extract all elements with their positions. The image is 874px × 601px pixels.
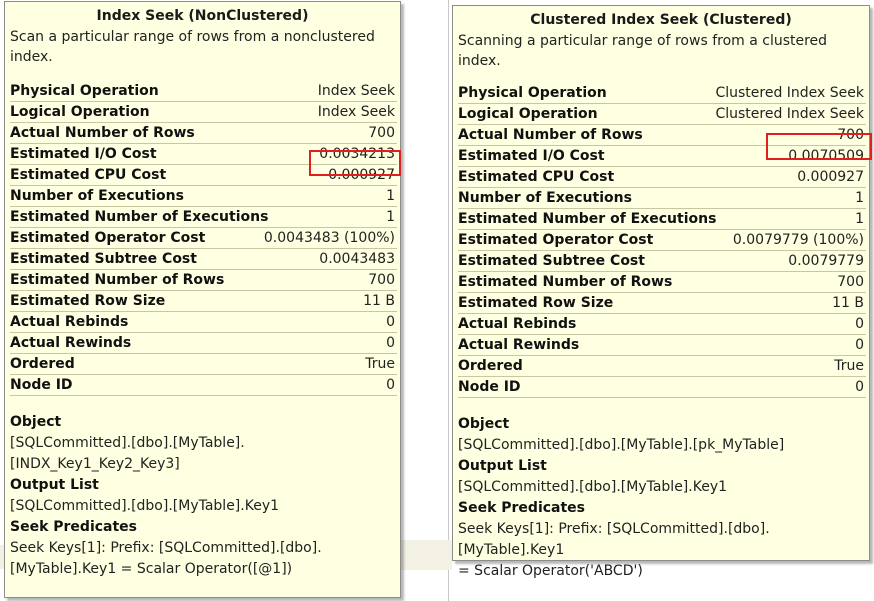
property-row xyxy=(10,354,397,375)
property-value: 700 xyxy=(837,274,864,290)
property-value: 1 xyxy=(386,209,395,225)
property-value: 11 B xyxy=(832,295,864,311)
property-row xyxy=(10,123,397,144)
property-value: True xyxy=(365,356,395,372)
property-label: Ordered xyxy=(10,356,75,372)
property-label: Number of Executions xyxy=(458,190,632,206)
property-label: Actual Rebinds xyxy=(458,316,577,332)
property-label: Estimated Row Size xyxy=(10,293,166,309)
property-row xyxy=(458,293,866,314)
section-body: [SQLCommitted].[dbo].[MyTable].Key1 xyxy=(10,498,280,514)
property-row xyxy=(10,291,397,312)
property-label: Estimated Number of Executions xyxy=(458,211,717,227)
property-value: 0 xyxy=(386,377,395,393)
section-heading: Object xyxy=(458,416,510,432)
property-value: Clustered Index Seek xyxy=(715,106,864,122)
property-label: Estimated Operator Cost xyxy=(10,230,206,246)
property-label: Physical Operation xyxy=(10,83,159,99)
section-heading: Output List xyxy=(10,477,99,493)
property-row xyxy=(458,335,866,356)
property-value: 0 xyxy=(855,379,864,395)
property-label: Actual Number of Rows xyxy=(10,125,195,141)
section-heading: Output List xyxy=(458,458,547,474)
property-label: Estimated Subtree Cost xyxy=(10,251,197,267)
property-row xyxy=(458,356,866,377)
property-label: Estimated Operator Cost xyxy=(458,232,654,248)
section-body: [SQLCommitted].[dbo].[MyTable].Key1 xyxy=(458,479,728,495)
property-value: Index Seek xyxy=(317,83,395,99)
property-value: 0.000927 xyxy=(797,169,864,185)
property-value: 0.0079779 xyxy=(788,253,864,269)
property-row xyxy=(10,207,397,228)
property-label: Estimated Number of Executions xyxy=(10,209,269,225)
property-row xyxy=(458,209,866,230)
property-label: Logical Operation xyxy=(458,106,598,122)
background-divider xyxy=(448,0,449,601)
property-label: Estimated Number of Rows xyxy=(10,272,225,288)
tooltip-title: Clustered Index Seek (Clustered) xyxy=(530,12,792,28)
property-label: Physical Operation xyxy=(458,85,607,101)
property-value: 0.0034213 xyxy=(319,146,395,162)
property-row xyxy=(458,230,866,251)
property-label: Actual Rebinds xyxy=(10,314,129,330)
background-strip xyxy=(401,540,452,570)
property-value: 1 xyxy=(386,188,395,204)
property-row xyxy=(10,228,397,249)
property-row xyxy=(10,81,397,102)
section-body xyxy=(10,433,395,475)
property-value: 1 xyxy=(855,211,864,227)
output-list-section xyxy=(5,475,400,517)
property-label: Actual Number of Rows xyxy=(458,127,643,143)
property-label: Estimated CPU Cost xyxy=(10,167,167,183)
property-value: 700 xyxy=(368,272,395,288)
property-row xyxy=(10,270,397,291)
seek-predicates-section xyxy=(453,498,869,582)
property-label: Estimated Subtree Cost xyxy=(458,253,645,269)
property-value: 0.0070509 xyxy=(788,148,864,164)
section-body-line: Seek Keys[1]: Prefix: [SQLCommitted].[dbo]. [MyTable].Key1 = Scalar Operator([@1]) xyxy=(10,540,322,577)
property-value: 1 xyxy=(855,190,864,206)
property-row xyxy=(10,375,397,396)
property-value: 700 xyxy=(837,127,864,143)
property-value: Clustered Index Seek xyxy=(715,85,864,101)
property-value: 0 xyxy=(386,335,395,351)
property-value: True xyxy=(834,358,864,374)
property-value: 0.0079779 (100%) xyxy=(732,232,864,248)
property-row xyxy=(10,144,397,165)
property-label: Estimated Number of Rows xyxy=(458,274,673,290)
property-value: 0 xyxy=(855,316,864,332)
section-body-line: Seek Keys[1]: Prefix: [SQLCommitted].[dbo].[MyTable].Key1 = Scalar Operator('ABCD') xyxy=(458,521,770,579)
property-row xyxy=(458,104,866,125)
property-row xyxy=(458,272,866,293)
property-value: 700 xyxy=(368,125,395,141)
object-section xyxy=(5,412,400,475)
property-value: Index Seek xyxy=(317,104,395,120)
index-seek-tooltip xyxy=(4,1,401,598)
output-list-section xyxy=(453,456,869,498)
tooltip-description: Scan a particular range of rows from a nonclustered index. xyxy=(10,29,375,65)
property-label: Estimated I/O Cost xyxy=(458,148,605,164)
property-value: 11 B xyxy=(363,293,395,309)
tooltip-title: Index Seek (NonClustered) xyxy=(96,8,309,24)
property-row xyxy=(458,314,866,335)
property-row xyxy=(458,146,866,167)
property-row xyxy=(458,167,866,188)
property-row xyxy=(458,83,866,104)
section-heading: Seek Predicates xyxy=(458,500,586,516)
property-row xyxy=(458,377,866,398)
property-label: Number of Executions xyxy=(10,188,184,204)
object-section xyxy=(453,414,869,456)
section-heading: Object xyxy=(10,414,62,430)
property-row xyxy=(10,165,397,186)
property-label: Estimated CPU Cost xyxy=(458,169,615,185)
property-table xyxy=(458,83,866,398)
property-label: Ordered xyxy=(458,358,523,374)
section-body-line: [SQLCommitted].[dbo].[MyTable]. [INDX_Key1_Key2_Key3] xyxy=(10,435,245,472)
property-row xyxy=(10,312,397,333)
section-body: [SQLCommitted].[dbo].[MyTable].[pk_MyTable] xyxy=(458,437,785,453)
property-label: Estimated Row Size xyxy=(458,295,614,311)
property-label: Actual Rewinds xyxy=(458,337,580,353)
property-row xyxy=(458,251,866,272)
property-label: Actual Rewinds xyxy=(10,335,132,351)
tooltip-description: Scanning a particular range of rows from a clustered index. xyxy=(458,33,828,69)
section-body xyxy=(10,538,395,580)
property-row xyxy=(10,333,397,354)
property-value: 0 xyxy=(386,314,395,330)
property-row xyxy=(10,249,397,270)
seek-predicates-section xyxy=(5,517,400,580)
property-row xyxy=(10,186,397,207)
property-label: Node ID xyxy=(10,377,73,393)
property-row xyxy=(10,102,397,123)
property-value: 0 xyxy=(855,337,864,353)
property-value: 0.0043483 xyxy=(319,251,395,267)
property-value: 0.000927 xyxy=(328,167,395,183)
property-label: Logical Operation xyxy=(10,104,150,120)
property-table xyxy=(10,81,397,396)
property-row xyxy=(458,125,866,146)
property-row xyxy=(458,188,866,209)
section-heading: Seek Predicates xyxy=(10,519,138,535)
property-label: Estimated I/O Cost xyxy=(10,146,157,162)
property-value: 0.0043483 (100%) xyxy=(263,230,395,246)
property-label: Node ID xyxy=(458,379,521,395)
section-body xyxy=(458,519,864,582)
clustered-index-seek-tooltip xyxy=(452,5,870,579)
